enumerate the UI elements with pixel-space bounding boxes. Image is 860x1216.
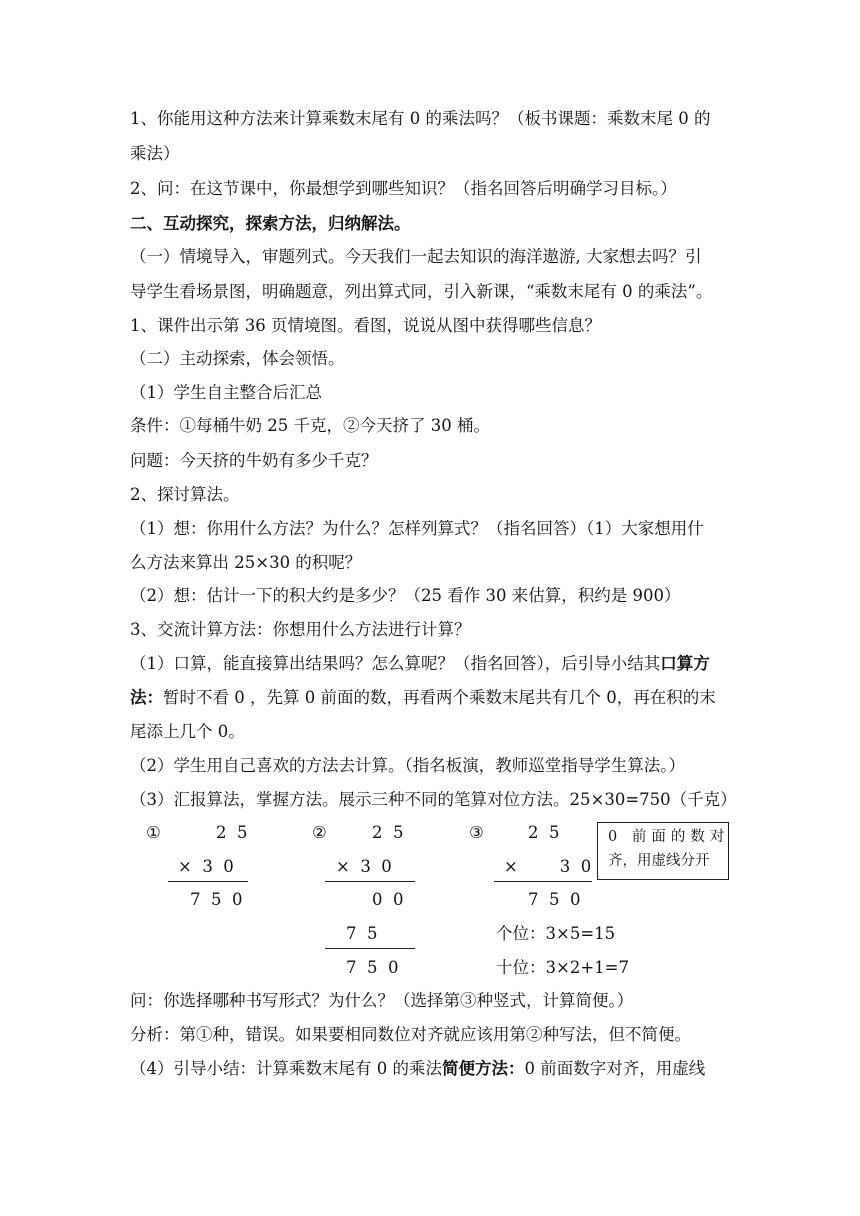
text-line: 1、课件出示第 36 页情境图。看图，说说从图中获得哪些信息？ [130,316,601,335]
calc-2-multiplier: × 3 0 [336,857,392,876]
calc-2-rule-2 [325,948,415,949]
text-line [130,653,740,675]
text-line: 3、交流计算方法：你想用什么方法进行计算？ [130,620,471,639]
calc-3-multiplicand: 2 5 [528,823,560,842]
text-line: 条件：①每桶牛奶 25 千克，②今天挤了 30 桶。 [130,416,490,435]
calc-2-mark: ② [312,823,327,842]
text-line: （2）学生用自己喜欢的方法去计算。（指名板演，教师巡堂指导学生算法。） [130,756,685,775]
text-line [130,687,740,709]
text-run: 暂时不看 0 ，先算 0 前面的数，再看两个乘数末尾共有几个 0，再在积的末 [163,688,716,707]
note-line: 0 前面的数对 [608,829,730,845]
text-run: 0 前面数字对齐，用虚线 [524,1059,706,1078]
text-line: 分析：第①种，错误。如果要相同数位对齐就应该用第②种写法，但不简便。 [130,1025,691,1044]
text-line: 2、问：在这节课中，你最想学到哪些知识？（指名回答后明确学习目标。） [130,179,677,198]
section-heading: 二、互动探究，探索方法，归纳解法。 [130,214,411,233]
calc-1-rule [168,881,248,882]
text-run: （4）引导小结：计算乘数末尾有 0 的乘法 [130,1059,442,1078]
calc-3-ones-step: 个位：3×5=15 [496,924,616,943]
calc-2-product: 7 5 0 [346,958,399,977]
text-line: （二）主动探索，体会领悟。 [130,349,345,368]
calc-2-partial-1: 0 0 [372,890,404,909]
text-line: （1）想：你用什么方法？为什么？怎样列算式？（指名回答）（1）大家想用什 [130,519,704,538]
bold-term: 口算方 [660,654,710,673]
text-line: 问：你选择哪种书写形式？为什么？（选择第③种竖式，计算简便。） [130,991,634,1010]
text-line: 问题：今天挤的牛奶有多少千克？ [130,451,378,470]
text-line: （2）想：估计一下的积大约是多少？（25 看作 30 来估算，积约是 900） [130,586,681,605]
text-line: （一）情境导入，审题列式。今天我们一起去知识的海洋遨游, 大家想去吗？引 [130,247,702,266]
calc-2-multiplicand: 2 5 [372,823,404,842]
calc-2-partial-2: 7 5 [346,924,378,943]
note-line: 齐，用虚线分开 [608,853,710,869]
text-line: （3）汇报算法，掌握方法。展示三种不同的笔算对位方法。25×30=750（千克） [130,790,737,809]
text-line: 乘法） [130,144,180,163]
text-line [130,1058,740,1080]
text-line: 尾添上几个 0。 [130,722,245,741]
calc-3-mark: ③ [469,823,484,842]
calc-2-rule-1 [325,881,415,882]
calc-3-rule [494,881,592,882]
text-run: （1）口算，能直接算出结果吗？怎么算呢？（指名回答），后引导小结其 [130,654,661,673]
calc-3-product: 7 5 0 [528,890,581,909]
text-line: 么方法来算出 25×30 的积呢？ [130,553,362,572]
calc-3-multiplier: × 3 0 [504,857,592,876]
text-line: 导学生看场景图，明确题意，列出算式同，引入新课，“乘数末尾有 0 的乘法”。 [130,282,713,301]
bold-term: 简便方法： [442,1059,525,1078]
calc-1-mark: ① [146,823,161,842]
calc-1-multiplier: × 3 0 [178,857,234,876]
text-line: 2、探讨算法。 [130,485,240,504]
note-box [597,822,729,880]
bold-term: 法： [130,688,163,707]
text-line: （1）学生自主整合后汇总 [130,383,322,402]
calc-3-tens-step: 十位：3×2+1=7 [496,958,629,977]
text-line: 1、你能用这种方法来计算乘数末尾有 0 的乘法吗？（板书课题：乘数末尾 0 的 [130,109,711,128]
calc-1-product: 7 5 0 [190,890,243,909]
calc-1-multiplicand: 2 5 [216,823,248,842]
